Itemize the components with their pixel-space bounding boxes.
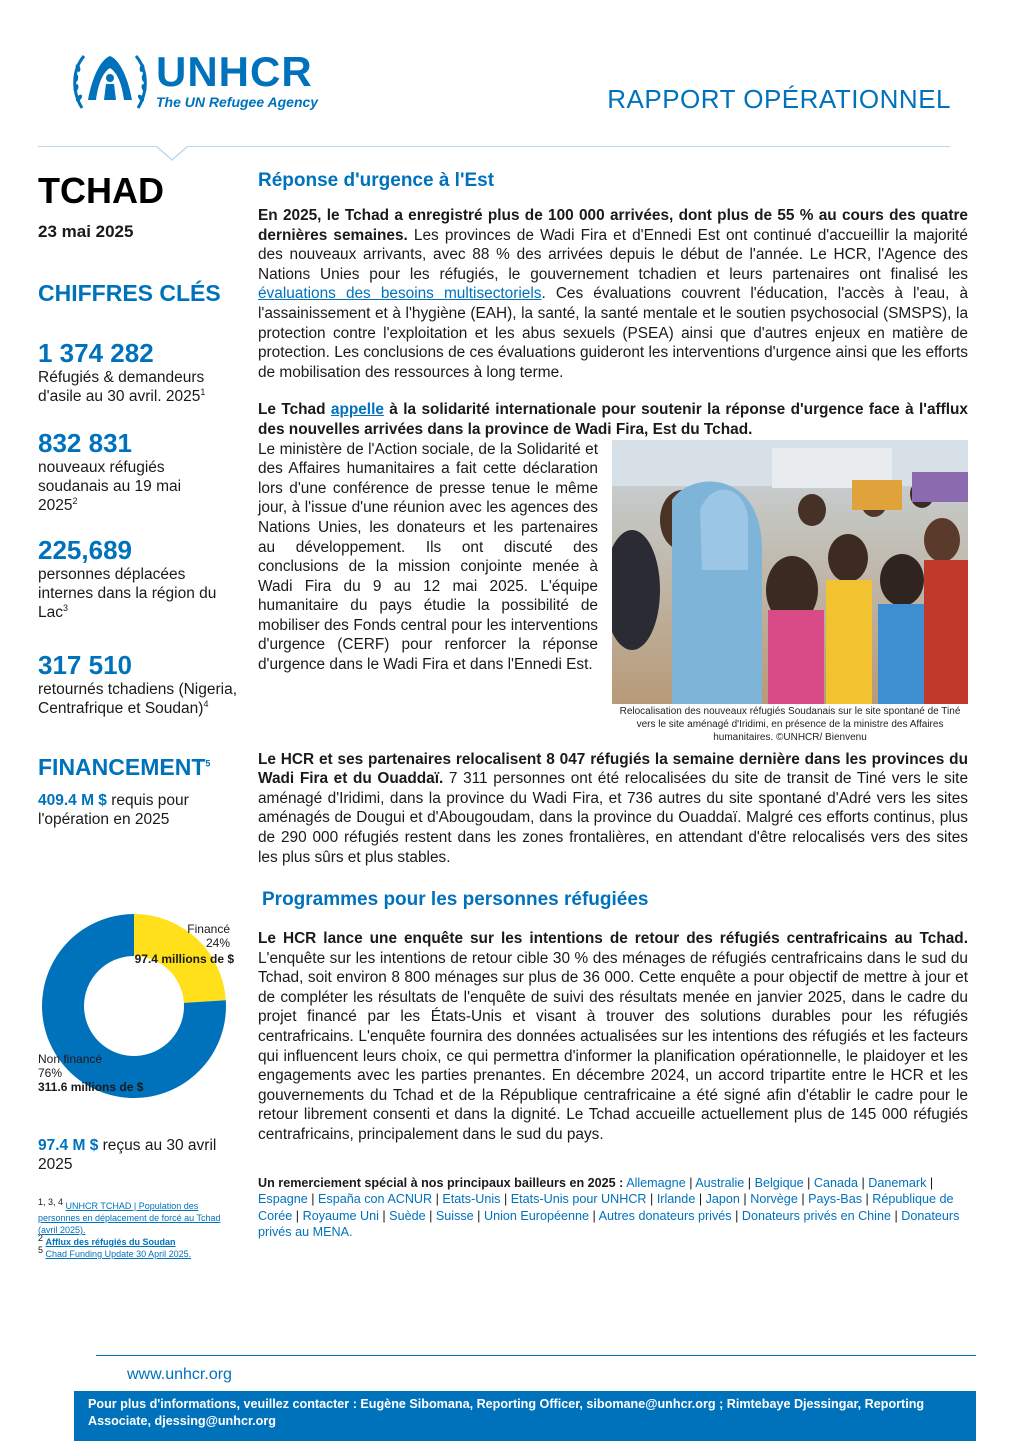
- donor-link[interactable]: Autres donateurs privés: [598, 1208, 732, 1223]
- slice-label-unfunded: Non financé 76% 311.6 millions de $: [38, 1052, 144, 1094]
- donor-link[interactable]: España con ACNUR: [318, 1192, 433, 1207]
- donor-link[interactable]: Allemagne: [626, 1175, 686, 1190]
- donor-thanks: Un remerciement spécial à nos principaux bailleurs en 2025 : Allemagne | Australie | Belgique | Canada | Danemark | Espagne | España con ACNUR | Etats-Unis | Etats-Unis pour UNHCR | Irlande | Japon | Norvège | Pays-Bas | République de Corée | Royaume Uni | Suède | Suisse | Union Européenne | Autres donateurs privés | Donateurs privés en Chine | Donateurs privés au MENA.: [258, 1175, 960, 1240]
- figure-label: Réfugiés & demandeurs d'asile au 30 avril. 2025$^1$: [38, 369, 206, 405]
- figure-value: 832 831: [38, 428, 132, 458]
- donor-link[interactable]: Canada: [813, 1175, 858, 1190]
- slice-label-funded: Financé 24%: [187, 922, 230, 950]
- donor-link[interactable]: Etats-Unis: [442, 1192, 501, 1207]
- appeal-link[interactable]: appelle: [330, 401, 384, 419]
- donor-link[interactable]: Belgique: [754, 1175, 804, 1190]
- donor-link[interactable]: Suède: [389, 1208, 426, 1223]
- contact-bar: Pour plus d'informations, veuillez contacter : Eugène Sibomana, Reporting Officer, sibomane@unhcr.org ; Rimtebaye Djessingar, Reporting Associate, djessing@unhcr.org: [74, 1391, 976, 1441]
- donor-list: Allemagne | Australie | Belgique | Canada | Danemark | Espagne | España con ACNUR | Etats-Unis | Etats-Unis pour UNHCR | Irlande | Japon | Norvège | Pays-Bas | République de Corée | Royaume Uni | Suède | Suisse | Union Européenne | Autres donateurs privés | Donateurs privés en Chine | Donateurs privés au MENA.: [258, 1175, 960, 1240]
- donor-link[interactable]: Norvège: [750, 1192, 798, 1207]
- donor-link[interactable]: Etats-Unis pour UNHCR: [510, 1192, 647, 1207]
- figure-label: retournés tchadiens (Nigeria, Centrafrique et Soudan)$^4$: [38, 681, 238, 717]
- donor-link[interactable]: Irlande: [656, 1192, 696, 1207]
- main-content: [258, 170, 968, 1241]
- figure-value: 1 374 282: [38, 338, 154, 368]
- report-date: 23 mai 2025: [38, 222, 134, 241]
- funding-donut-chart: [38, 912, 238, 1102]
- report-title: RAPPORT OPÉRATIONNEL: [607, 84, 951, 114]
- donor-link[interactable]: Danemark: [868, 1175, 927, 1190]
- funding-heading: FINANCEMENT$^5$: [38, 754, 211, 780]
- country-title: TCHAD: [38, 170, 164, 211]
- unhcr-emblem-icon: [70, 48, 150, 114]
- figure-value: 317 510: [38, 650, 132, 680]
- unhcr-logo: [70, 48, 350, 118]
- slice-amount-funded: 97.4 millions de $: [134, 952, 234, 966]
- paragraph-appeal: Le Tchad appelle à la solidarité internationale pour soutenir la réponse d'urgence face à l'afflux des nouvelles arrivées dans la province de Wadi Fira, Est du Tchad.: [258, 401, 968, 438]
- donor-link[interactable]: République de Corée: [258, 1192, 954, 1223]
- chevron-down-icon: [156, 146, 188, 162]
- figure-value: 225,689: [38, 535, 132, 565]
- donor-link[interactable]: Pays-Bas: [808, 1192, 863, 1207]
- sidebar: [38, 170, 238, 829]
- key-figure-sudanese: [38, 428, 238, 515]
- footer-divider: [96, 1355, 976, 1356]
- paragraph-appeal-body: Le ministère de l'Action sociale, de la Solidarité et des Affaires humanitaires a fait cette déclaration lors d'une conférence de presse tenue le même jour, à l'issue d'une réunion avec les agences des Nations Unies, les donateurs et les partenaires au développement. Ils ont discuté des conclusions de la mission conjointe menée à Wadi Fira du 9 au 12 mai 2025. L'équipe humanitaire du pays étudie la possibilité de mobiliser des Fonds central pour les interventions d'urgence (CERF) pour renforcer la réponse d'urgence dans le Wadi Fira et dans l'Ennedi Est.: [258, 440, 598, 674]
- footnote-1[interactable]: $^{1, 3, 4}$ UNHCR TCHAD | Population des personnes en déplacement de forcé au Tchad (avril 2025).: [38, 1197, 221, 1235]
- logo-tagline: The UN Refugee Agency: [156, 94, 319, 110]
- donor-link[interactable]: Donateurs privés en Chine: [741, 1208, 891, 1223]
- paragraph-arrivals: En 2025, le Tchad a enregistré plus de 100 000 arrivées, dont plus de 55 % au cours des quatre dernières semaines. Les provinces de Wadi Fira et d'Ennedi Est ont continué d'accueillir la majorité des nouveaux arrivants, avec 88 % des arrivées depuis le début de l'année. Le HCR, l'Agence des Nations Unies pour les réfugiés, le gouvernement tchadien et leurs partenaires ont finalisé les évaluations des besoins multisectoriels. Ces évaluations couvrent l'éducation, l'accès à l'eau, à l'assainissement et à l'hygiène (EAH), la santé, la santé mentale et le soutien psychosocial (SMSPS), la protection contre l'exploitation et les abus sexuels (PSEA) ainsi que d'autres enjeux en matière de protection. Les conclusions de ces évaluations guideront les interventions d'urgence ainsi que les efforts de mobilisation des ressources à long terme.: [258, 207, 968, 381]
- donor-link[interactable]: Union Européenne: [483, 1208, 589, 1223]
- photo-caption: Relocalisation des nouveaux réfugiés Soudanais sur le site spontané de Tiné vers le site aménagé d'Iridimi, en présence de la ministre des Affaires humanitaires. ©UNHCR/ Bienvenu: [619, 705, 961, 743]
- donor-link[interactable]: Australie: [695, 1175, 745, 1190]
- key-figure-idps: [38, 535, 238, 622]
- photo-block: [612, 440, 968, 744]
- donor-link[interactable]: Suisse: [435, 1208, 474, 1223]
- donor-link[interactable]: Japon: [705, 1192, 740, 1207]
- key-figures-heading: CHIFFRES CLÉS: [38, 280, 221, 306]
- section-heading-programmes: Programmes pour les personnes réfugiées: [262, 889, 649, 911]
- funding-received: 97.4 M $ reçus au 30 avril 2025: [38, 1137, 217, 1173]
- donor-link[interactable]: Royaume Uni: [302, 1208, 379, 1223]
- footnote-2[interactable]: $^2$ Afflux des réfugiés du Soudan: [38, 1233, 176, 1247]
- footnotes: [38, 1197, 228, 1260]
- donor-link[interactable]: Espagne: [258, 1192, 308, 1207]
- key-figure-returnees: [38, 650, 238, 718]
- figure-label: personnes déplacées internes dans la région du Lac$^3$: [38, 566, 217, 621]
- section-heading-emergency: Réponse d'urgence à l'Est: [258, 170, 495, 191]
- funding-required: 409.4 M $ requis pour l'opération en 2025: [38, 792, 189, 828]
- refugees-photo: [612, 440, 968, 704]
- figure-label: nouveaux réfugiés soudanais au 19 mai 2025$^2$: [38, 459, 182, 514]
- key-figure-refugees: [38, 338, 238, 406]
- assessments-link[interactable]: évaluations des besoins multisectoriels: [258, 285, 542, 303]
- footnote-3[interactable]: $^5$ Chad Funding Update 30 April 2025.: [38, 1245, 192, 1259]
- logo-wordmark: UNHCR: [156, 48, 313, 95]
- paragraph-relocation: Le HCR et ses partenaires relocalisent 8 047 réfugiés la semaine dernière dans les provinces du Wadi Fira et du Ouaddaï. 7 311 personnes ont été relocalisées du site de transit de Tiné vers le site aménagé d'Iridimi, dans la province du Wadi Fira, et 736 autres du site spontané d'Adré vers les sites aménagés de Dougui et d'Abougoudam, dans la province du Ouaddaï. Malgré ces efforts continus, plus de 290 000 réfugiés restent dans les zones frontalières, en attendant d'être relocalisés vers des sites les plus sûrs et plus stables.: [258, 750, 968, 866]
- footer-url[interactable]: www.unhcr.org: [127, 1366, 232, 1383]
- paragraph-survey: Le HCR lance une enquête sur les intentions de retour des réfugiés centrafricains au Tchad. L'enquête sur les intentions de retour cible 30 % des ménages de réfugiés centrafricains dans le sud du Tchad, soit environ 8 800 ménages sur plus de 36 000. Cette enquête a pour objectif de mettre à jour et de compléter les résultats de l'enquête de suivi des résultats menée en janvier 2025, dans le cadre du projet financé par les États-Unis et visant à trouver des solutions durables pour les réfugiés centrafricains. L'enquête fournira des données actualisées sur les intentions des réfugiés et les facteurs qui influencent leurs choix, ce qui permettra d'informer la planification opérationnelle, le plaidoyer et les engagements avec les parties prenantes. En décembre 2024, un accord tripartite entre le HCR et les gouvernements du Tchad et de la République centrafricaine a été signé afin d'établir le cadre pour le retour librement consenti et dans la dignité. Le Tchad accueille actuellement plus de 145 000 réfugiés centrafricains, principalement dans le sud du pays.: [258, 930, 968, 1144]
- donor-link[interactable]: Donateurs privés au MENA.: [258, 1208, 960, 1240]
- appeal-continuation: [258, 440, 968, 743]
